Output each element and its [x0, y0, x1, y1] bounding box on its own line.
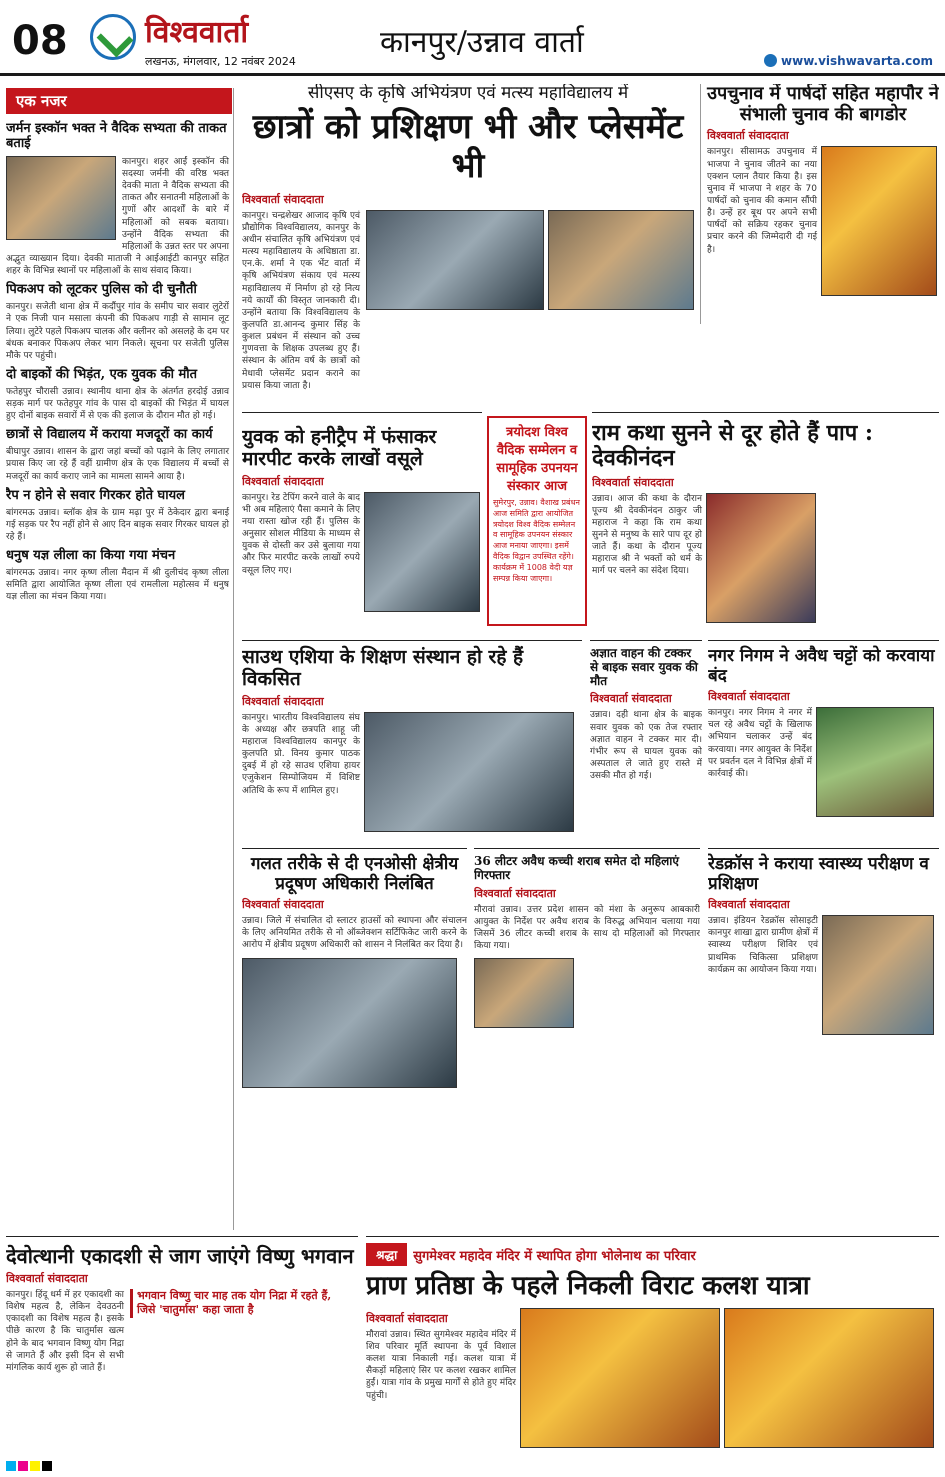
- byline: विश्ववार्ता संवाददाता: [242, 192, 324, 206]
- nagar-nigam-headline: नगर निगम ने अवैध चट्टों को करवाया बंद: [708, 646, 935, 686]
- lead-photo-students: [548, 210, 694, 310]
- black-mark-icon: [42, 1461, 52, 1471]
- byline: विश्ववार्ता संवाददाता: [590, 692, 672, 706]
- police-photo: [474, 958, 574, 1028]
- sharab-headline: 36 लीटर अवैध कच्ची शराब समेत दो महिलाएं गिरफ्तार: [474, 854, 680, 882]
- news-brief-body: बीघापुर उन्नाव। शासन के द्वारा जहां बच्चों को पढ़ाने के लिए लगातार प्रयास किए जा रहे हैं वहीं ग्रामीण क्षेत्र के एक विद्यालय में बच्चों से मजदूरों का कार्य कराए जाने का मामला सामने आया है।: [6, 447, 229, 482]
- byline: विश्ववार्ता संवाददाता: [242, 898, 324, 912]
- byline: विश्ववार्ता संवाददाता: [366, 1311, 448, 1325]
- redcross-story: [708, 848, 939, 1228]
- lead-kicker: सीएसए के कृषि अभियंत्रण एवं मत्स्य महाविद्यालय में: [307, 84, 629, 103]
- procession-photo: [520, 1308, 720, 1448]
- noc-body: उन्नाव। जिले में संचालित दो स्लाटर हाउसों को स्थापना और संचालन के लिए अनियमित तरीके से नो ऑब्जेक्शन सर्टिफिकेट जारी करने के आरोप में क्षेत्रीय प्रदूषण अधिकारी को शासन ने निलंबित कर दिया है।: [242, 916, 467, 951]
- news-brief-body: कानपुर। शहर आईं इस्कॉन की सदस्या जर्मनी की वरिष्ठ भक्त देवकी माता ने वैदिक सभ्यता की ताकत और सनातनी महिलाओं के गुणों और आदर्शों के बारे में महिलाओं को सबक बताया। उन्होंने वैदिक सभ्यता की महिलाओं के उन्नत स्तर पर अपना अद्भुत व्याख्यान दिया। देवकी माताजी ने आईआईटी कानपुर सहित शहर के विभिन्न स्थानों पर महिलाओं के साथ संवाद किया।: [6, 156, 229, 277]
- masthead: [0, 0, 945, 76]
- news-brief-body: बांगरमऊ उन्नाव। नगर कृष्ण लीला मैदान में श्री दुलीचंद कृष्ण लीला समिति द्वारा आयोजित कृष्ण लीला एवं रामलीला महोत्सव में धनुष यज्ञ लीला का मंचन किया गया।: [6, 567, 229, 603]
- ek-nazar-tag: एक नजर: [6, 88, 232, 114]
- symposium-photo: [364, 712, 574, 832]
- brand-logo-icon: [90, 14, 136, 60]
- honeytrap-headline: युवक को हनीट्रैप में फंसाकर मारपीट करके लाखों वसूले: [242, 426, 437, 470]
- news-brief-title: छात्रों से विद्यालय में कराया मजदूरों का कार्य: [6, 427, 213, 443]
- section-title: कानपुर/उन्नाव वार्ता: [380, 25, 584, 60]
- brand-name: विश्ववार्ता: [145, 15, 249, 50]
- byline: विश्ववार्ता संवाददाता: [242, 474, 324, 488]
- news-brief-title: जर्मन इस्कॉन भक्त ने वैदिक सभ्यता की ताकत बताई: [6, 121, 227, 151]
- byline: विश्ववार्ता संवाददाता: [708, 690, 790, 704]
- nagar-nigam-body: कानपुर। नगर निगम ने नगर में चल रहे अवैध चट्टों के खिलाफ अभियान चलाकर उन्हें बंद करवाया। नगर आयुक्त के निर्देश पर प्रवर्तन दल ने विभिन्न क्षेत्रों में कार्रवाई की।: [708, 708, 812, 779]
- upchunav-headline: उपचुनाव में पार्षदों सहित महापौर ने संभाली चुनाव की बागडोर: [707, 84, 939, 125]
- sharab-story: [474, 848, 700, 1228]
- honeytrap-illustration: [364, 492, 480, 612]
- factory-photo: [242, 958, 457, 1088]
- cyan-mark-icon: [6, 1461, 16, 1471]
- ved-sammelan-box: [487, 416, 587, 626]
- magenta-mark-icon: [18, 1461, 28, 1471]
- ramkatha-story: [592, 412, 939, 632]
- accident-headline: अज्ञात वाहन की टक्कर से बाइक सवार युवक की मौत: [590, 646, 698, 688]
- devuthani-pullquote: भगवान विष्णु चार माह तक योग निद्रा में रहते हैं, जिसे 'चातुर्मास' कहा जाता है: [130, 1289, 350, 1318]
- redcross-body: उन्नाव। इंडियन रेडक्रॉस सोसाइटी कानपुर शाखा द्वारा ग्रामीण क्षेत्रों में स्वास्थ्य परीक्षण शिविर एवं प्राथमिक चिकित्सा प्रशिक्षण कार्यक्रम का आयोजन किया गया।: [708, 916, 818, 975]
- ved-sammelan-body: सुमेरपुर, उन्नाव। वैशाख प्रबंधन आज समिति द्वारा आयोजित त्रयोदश विश्व वैदिक सम्मेलन व सामूहिक उपनयन संस्कार आज मनाया जाएगा। इसमें वैदिक विद्वान उपस्थित रहेंगे। कार्यक्रम में 1008 वेदी यज्ञ सम्पन्न किया जाएगा।: [493, 498, 580, 583]
- kathavachak-photo: [706, 493, 816, 623]
- kalash-headline: प्राण प्रतिष्ठा के पहले निकली विराट कलश यात्रा: [366, 1271, 810, 1301]
- south-asia-story: [242, 640, 582, 840]
- street-photo: [816, 707, 934, 817]
- redcross-headline: रेडक्रॉस ने कराया स्वास्थ्य परीक्षण व प्रशिक्षण: [708, 854, 929, 894]
- noc-story: [242, 848, 467, 1228]
- accident-body: उन्नाव। दही थाना क्षेत्र के बाइक सवार युवक को एक तेज रफ्तार अज्ञात वाहन ने टक्कर मार दी। गंभीर रूप से घायल युवक को अस्पताल ले जाते हुए रास्ते में उसकी मौत हो गई।: [590, 710, 702, 782]
- byline: विश्ववार्ता संवाददाता: [707, 129, 789, 143]
- news-brief-body: बांगरमऊ उन्नाव। ब्लॉक क्षेत्र के ग्राम मढ़ा पुर में ठेकेदार द्वारा बनाई गई सड़क पर रैप नहीं होने से आए दिन बाइक सवार गिरकर घायल हो रहे हैं।: [6, 507, 229, 542]
- accident-story: [590, 640, 702, 840]
- byline: विश्ववार्ता संवाददाता: [474, 886, 556, 900]
- devuthani-body: कानपुर। हिंदू धर्म में हर एकादशी का विशेष महत्व है, लेकिन देवउठनी एकादशी का विशेष महत्व है। इसके पीछे कारण है कि चातुर्मास खत्म होने के बाद भगवान विष्णु योग निद्रा से जागते हैं और इसी दिन से सभी मांगलिक कार्य शुरू हो जाते हैं।: [6, 1290, 124, 1373]
- honeytrap-body: कानपुर। रेड टेपिंग करने वाले के बाद भी अब महिलाएं पैसा कमाने के लिए नया रास्ता खोज रही हैं। पुलिस के अनुसार सोशल मीडिया के माध्यम से युवक से दोस्ती कर उसे बुलाया गया और फिर मारपीट करके लाखों रुपये वसूल लिए गए।: [242, 492, 360, 576]
- registration-marks: [0, 1458, 945, 1473]
- honeytrap-story: [242, 412, 482, 632]
- ved-sammelan-headline: त्रयोदश विश्व वैदिक सम्मेलन व सामूहिक उपनयन संस्कार आज: [496, 425, 578, 494]
- dateline: लखनऊ, मंगलवार, 12 नवंबर 2024: [145, 55, 296, 68]
- procession-photo: [724, 1308, 934, 1448]
- lead-headline: छात्रों को प्रशिक्षण भी और प्लेसमेंट भी: [252, 106, 684, 186]
- ek-nazar-column: [6, 88, 234, 1230]
- news-brief-title: पिकअप को लूटकर पुलिस को दी चुनौती: [6, 282, 197, 298]
- upchunav-body: कानपुर। सीसामऊ उपचुनाव में भाजपा ने चुनाव जीतने का नया एक्शन प्लान तैयार किया है। इस चुनाव में भाजपा ने शहर के 70 पार्षदों को चुनाव की कमान सौंपी है। उन्हें हर बूथ पर अपने सभी पार्षदों को सक्रिय रहकर चुनाव प्रचार करने की जिम्मेदारी दी गई है।: [707, 147, 817, 255]
- byline: विश्ववार्ता संवाददाता: [592, 475, 674, 489]
- shraddha-tag: श्रद्धा: [366, 1243, 407, 1266]
- noc-headline: गलत तरीके से दी एनओसी क्षेत्रीय प्रदूषण अधिकारी निलंबित: [250, 854, 459, 894]
- ramkatha-headline: राम कथा सुनने से दूर होते हैं पाप : देवकीनंदन: [592, 420, 874, 472]
- website-link[interactable]: [764, 54, 933, 68]
- byline: विश्ववार्ता संवाददाता: [242, 694, 324, 708]
- kalash-kicker: सुगमेश्वर महादेव मंदिर में स्थापित होगा भोलेनाथ का परिवार: [413, 1248, 696, 1264]
- news-brief-body: कानपुर। सजेती थाना क्षेत्र में कदौंपुर गांव के समीप चार सवार लुटेरों ने एक निजी पान मसाला कंपनी की पिकअप गाड़ी से सामान लूट लिया। लुटेरे पहले पिकअप चालक और क्लीनर को असलहे के दम पर बंधक बनाकर पिकअप लेकर भाग निकले। सूचना पर सजेती पुलिस मौके पर पहुंची।: [6, 302, 229, 361]
- page-number: 08: [12, 18, 68, 64]
- globe-icon: [764, 54, 777, 67]
- south-asia-body: कानपुर। भारतीय विश्वविद्यालय संघ के अध्यक्ष और छत्रपति शाहू जी महाराज विश्वविद्यालय कानपुर के कुलपति प्रो. विनय कुमार पाठक दुबई में हो रहे साउथ एशिया हायर एजुकेशन सिम्पोजियम में विशिष्ट अतिथि के रूप में शामिल हुए।: [242, 712, 360, 796]
- nagar-nigam-story: [708, 640, 939, 840]
- news-brief-title: दो बाइकों की भिड़ंत, एक युवक की मौत: [6, 366, 198, 382]
- devuthani-headline: देवोत्थानी एकादशी से जाग जाएंगे विष्णु भगवान: [6, 1244, 354, 1268]
- sharab-body: मौरावां उन्नाव। उत्तर प्रदेश शासन को मंशा के अनुरूप आबकारी आयुक्त के निर्देश पर अवैध शराब के विरुद्ध अभियान चलाया गया जिसमें 36 लीटर कच्ची शराब के साथ दो महिलाओं को गिरफ्तार किया गया।: [474, 904, 700, 952]
- news-brief-title: रैप न होने से सवार गिरकर होते घायल: [6, 487, 185, 503]
- lead-story: [242, 84, 694, 404]
- health-camp-photo: [822, 915, 934, 1035]
- devuthani-story: [6, 1236, 358, 1456]
- byline: विश्ववार्ता संवाददाता: [708, 898, 790, 912]
- website-text: www.vishwavarta.com: [781, 54, 933, 68]
- kalash-story: [366, 1236, 939, 1456]
- byline: विश्ववार्ता संवाददाता: [6, 1272, 88, 1285]
- south-asia-headline: साउथ एशिया के शिक्षण संस्थान हो रहे हैं विकसित: [242, 646, 524, 690]
- yellow-mark-icon: [30, 1461, 40, 1471]
- kalash-body: मौरावां उन्नाव। स्थित सुगमेश्वर महादेव मंदिर में शिव परिवार मूर्ति स्थापना के पूर्व विशाल कलश यात्रा निकाली गई। कलश यात्रा में सैकड़ों महिलाएं सिर पर कलश रखकर शामिल हुईं। यात्रा गांव के प्रमुख मार्गों से होते हुए मंदिर पहुंची।: [366, 1329, 516, 1401]
- news-brief-title: धनुष यज्ञ लीला का किया गया मंचन: [6, 548, 176, 563]
- news-photo: [6, 156, 116, 240]
- ramkatha-body: उन्नाव। आज की कथा के दौरान पूज्य श्री देवकीनंदन ठाकुर जी महाराज ने कहा कि राम कथा सुनने से मनुष्य के सारे पाप दूर हो जाते हैं। कथा के दौरान पूज्य महाराज श्री ने भक्तों को धर्म के मार्ग पर चलने का संदेश दिया।: [592, 493, 702, 577]
- upchunav-story: [700, 84, 939, 324]
- lead-body: कानपुर। चन्द्रशेखर आजाद कृषि एवं प्रौद्योगिक विश्वविद्यालय, कानपुर के अधीन संचालित कृषि अभियंत्रण एवं मत्स्य महाविद्यालय के अधिष्ठाता डा. एन.के. शर्मा ने एक भेंट वार्ता में कृषि अभियंत्रण संकाय एवं मत्स्य महाविद्यालय में निर्माण हो रहे नित्य नये कार्यों की विस्तृत जानकारी दी। उन्होंने बताया कि विश्वविद्यालय के कुलपति डा.आनन्द कुमार सिंह के कुशल प्रबंधन में संस्थान को उच्च गुणवत्ता के शिक्षक उपलब्ध हुए हैं। संस्थान के अंतिम वर्ष के छात्रों को मेधावी प्लेसमेंट प्रदान कराने का प्रयास किया जाता है।: [242, 210, 360, 391]
- lead-photo-meeting: [366, 210, 544, 310]
- rally-photo: [821, 146, 937, 296]
- news-brief-body: फतेहपुर चौरासी उन्नाव। स्थानीय थाना क्षेत्र के अंतर्गत हरदोई उन्नाव सड़क मार्ग पर फतेहपुर गांव के पास दो बाइकों की भिड़ंत में घायल हुए दोनों बाइक सवारों में से एक की इलाज के दौरान मौत हो गई।: [6, 386, 229, 422]
